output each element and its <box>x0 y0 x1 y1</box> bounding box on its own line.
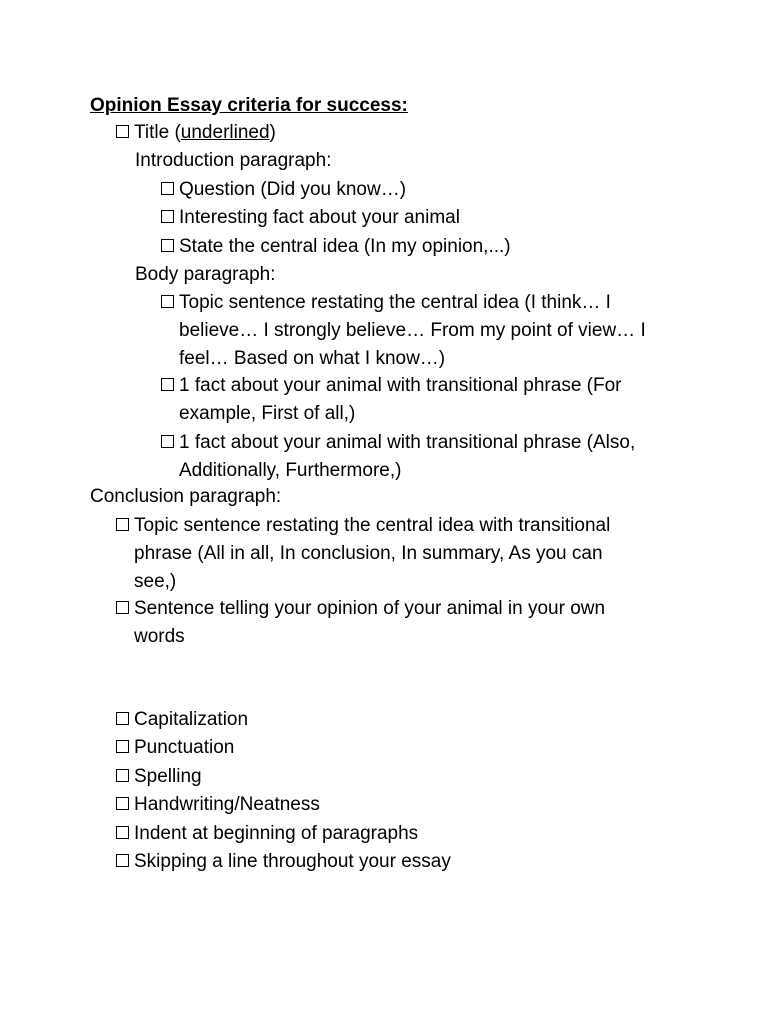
checklist-item <box>161 233 681 261</box>
item-text: State the central idea (In my opinion,...) <box>179 236 511 257</box>
checklist-item <box>116 848 676 876</box>
checklist-item <box>116 791 676 819</box>
checklist-item <box>116 512 646 596</box>
item-text: Interesting fact about your animal <box>179 207 460 228</box>
checkbox-icon[interactable] <box>116 769 129 782</box>
checklist-item <box>161 429 671 485</box>
item-text: Handwriting/Neatness <box>134 794 320 815</box>
checklist-item <box>161 372 656 428</box>
checkbox-icon[interactable] <box>161 378 174 391</box>
checklist-item <box>116 595 646 651</box>
section-label-body: Body paragraph: <box>135 264 276 285</box>
item-text: ) <box>269 122 276 143</box>
item-text: Punctuation <box>134 737 235 758</box>
checkbox-icon[interactable] <box>161 182 174 195</box>
item-text: Indent at beginning of paragraphs <box>134 823 419 844</box>
checklist-item <box>161 289 681 373</box>
item-text: Skipping a line throughout your essay <box>134 851 451 872</box>
item-text: Question (Did you know…) <box>179 179 407 200</box>
checkbox-icon[interactable] <box>116 826 129 839</box>
item-text: 1 fact about your animal with transitional phrase (For example, First of all,) <box>179 375 622 424</box>
checkbox-icon[interactable] <box>116 854 129 867</box>
checkbox-icon[interactable] <box>116 601 129 614</box>
checkbox-icon[interactable] <box>161 210 174 223</box>
section-label-conclusion: Conclusion paragraph: <box>90 486 282 507</box>
item-text: Title ( <box>134 122 181 143</box>
item-text: Capitalization <box>134 709 249 730</box>
checklist-item <box>116 763 676 791</box>
checkbox-icon[interactable] <box>116 712 129 725</box>
checkbox-icon[interactable] <box>116 797 129 810</box>
item-text: Topic sentence restating the central idea with transitional phrase (All in all, In conclusion, In summary, As you can see,) <box>134 515 611 592</box>
checklist-item <box>116 734 676 762</box>
checkbox-icon[interactable] <box>116 740 129 753</box>
underlined-text: underlined <box>180 122 270 143</box>
item-text: Topic sentence restating the central idea (I think… I believe… I strongly believe… From my point of view… I feel… Based on what I know…) <box>179 292 646 369</box>
item-text: Spelling <box>134 766 202 787</box>
checklist-item-title <box>116 119 676 147</box>
checklist-item <box>161 204 681 232</box>
checkbox-icon[interactable] <box>161 295 174 308</box>
checklist-item <box>116 706 676 734</box>
page-title: Opinion Essay criteria for success: <box>90 95 408 116</box>
checklist-item <box>116 820 676 848</box>
item-text: Sentence telling your opinion of your animal in your own words <box>134 598 606 647</box>
item-text: 1 fact about your animal with transitional phrase (Also, Additionally, Furthermore,) <box>179 432 636 481</box>
checkbox-icon[interactable] <box>116 518 129 531</box>
section-label-introduction: Introduction paragraph: <box>135 150 332 171</box>
checkbox-icon[interactable] <box>161 239 174 252</box>
checklist-item <box>161 176 681 204</box>
checkbox-icon[interactable] <box>116 125 129 138</box>
checkbox-icon[interactable] <box>161 435 174 448</box>
